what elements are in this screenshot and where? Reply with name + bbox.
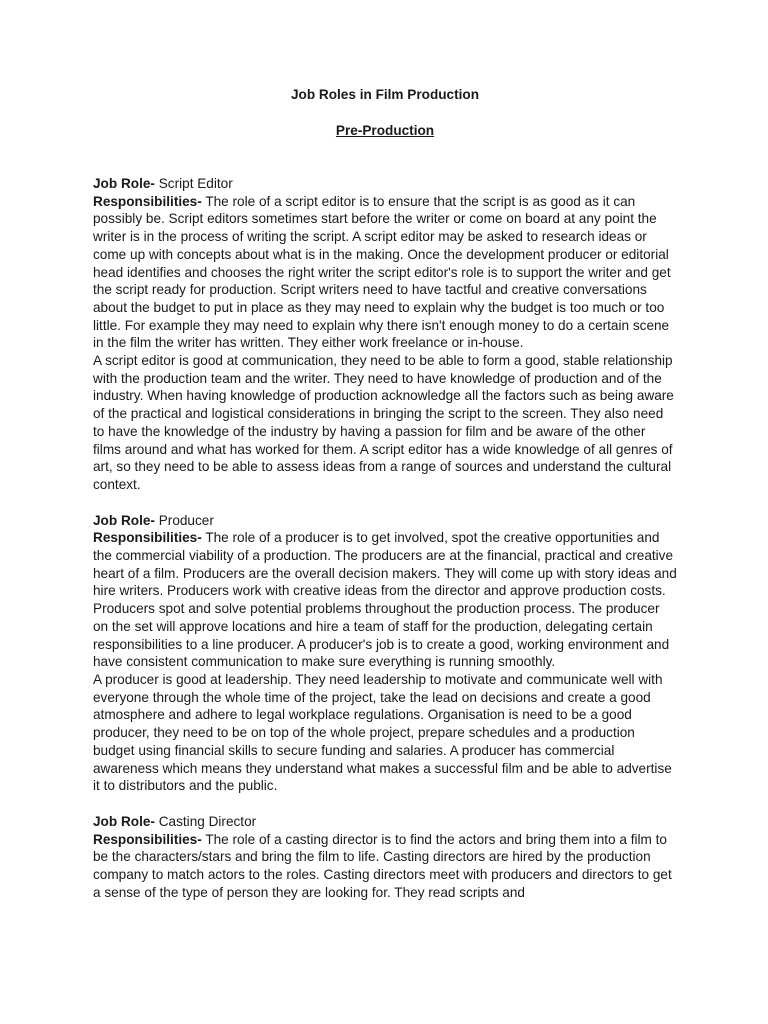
job-section-casting-director: [93, 813, 677, 902]
job-role-line: [93, 175, 677, 193]
job-role-line: [93, 813, 677, 831]
job-role-label: Job Role-: [93, 176, 155, 191]
qualities-paragraph: A producer is good at leadership. They need leadership to motivate and communicate well with everyone through the whole time of the project, take the lead on decisions and create a good atmosphere and adhere to legal workplace regulations. Organisation is need to be a good producer, they need to be on top of the whole project, prepare schedules and a production budget using financial skills to secure funding and salaries. A producer has commercial awareness which means they understand what makes a successful film and be able to advertise it to distributors and the public.: [93, 671, 672, 794]
responsibilities-text: The role of a producer is to get involved, spot the creative opportunities and the commercial viability of a production. The producers are at the financial, practical and creative heart of a film. Producers are the overall decision makers. They will come up with story ideas and hire writers. Producers work with creative ideas from the director and approve production costs. Producers spot and solve potential problems throughout the production process. The producer on the set will approve locations and hire a team of staff for the production, delegating certain responsibilities to a line producer. A producer's job is to create a good, working environment and have consistent communication to make sure everything is running smoothly.: [93, 530, 677, 670]
section-heading-pre-production: Pre-Production: [335, 123, 435, 138]
responsibilities-paragraph: [93, 529, 677, 671]
job-role-name: Casting Director: [158, 813, 257, 829]
responsibilities-paragraph: [93, 193, 677, 352]
responsibilities-label: Responsibilities-: [93, 193, 202, 209]
job-role-name: Script Editor: [158, 176, 233, 191]
responsibilities-text: The role of a casting director is to find the actors and bring them into a film to be the characters/stars and bring the film to life. Casting directors are hired by the production company to match actors to the roles. Casting directors meet with producers and directors to get a sense of the type of person they are looking for. They read scripts and: [93, 831, 672, 900]
responsibilities-label: Responsibilities-: [93, 530, 202, 546]
responsibilities-paragraph: [93, 831, 677, 902]
responsibilities-label: Responsibilities-: [93, 831, 202, 847]
document-title: Job Roles in Film Production: [290, 87, 480, 102]
qualities-paragraph: A script editor is good at communication, they need to be able to form a good, stable relationship with the production team and the writer. They need to have knowledge of production and of the industry. When having knowledge of production acknowledge all the factors such as being aware of the practical and logistical considerations in bringing the script to the screen. They also need to have the knowledge of the industry by having a passion for film and be aware of the other films around and what has worked for them. A script editor has a wide knowledge of all genres of art, so they need to be able to assess ideas from a range of sources and understand the cultural context.: [93, 353, 674, 492]
responsibilities-text: The role of a script editor is to ensure that the script is as good as it can possibly be. Script editors sometimes start before the writer or come on board at any point the writer is in the process of writing the script. A script editor may be asked to research ideas or come up with concepts about what is in the making. Once the development producer or editorial head identifies and chooses the right writer the script editor's role is to support the writer and get the script ready for production. Script writers need to have tactful and creative conversations about the budget to put in place as they may need to explain why the budget is too much or too little. For example they may need to explain why there isn't enough money to do a certain scene in the film the writer has written. They either work freelance or in-house.: [93, 193, 671, 351]
job-section-script-editor: [93, 175, 677, 494]
job-role-name: Producer: [158, 512, 214, 528]
document-page: [93, 86, 677, 901]
job-section-producer: [93, 512, 677, 795]
job-role-label: Job Role-: [93, 512, 155, 528]
job-role-line: [93, 512, 677, 530]
job-role-label: Job Role-: [93, 813, 155, 829]
